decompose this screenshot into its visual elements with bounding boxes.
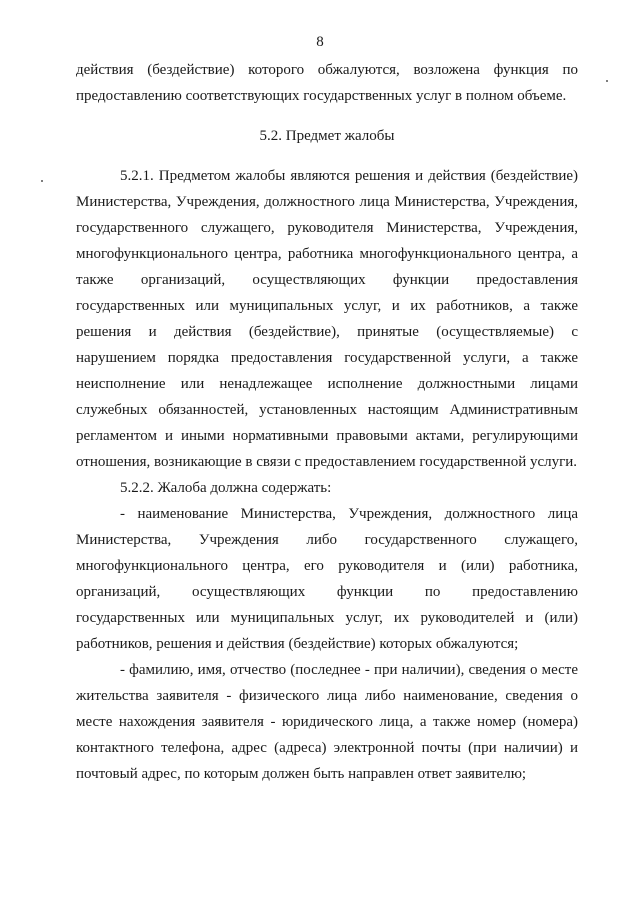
scan-speck xyxy=(41,180,43,182)
paragraph-continuation: действия (бездействие) которого обжалуются, возложена функция по предоставлению соответствующих государственных услуг в полном объеме. xyxy=(76,62,578,104)
paragraph-5-2-2: 5.2.2. Жалоба должна содержать: xyxy=(120,480,332,496)
page-number: 8 xyxy=(316,34,324,50)
section-heading: 5.2. Предмет жалобы xyxy=(259,128,395,144)
scan-speck xyxy=(606,80,608,82)
list-item-name: - наименование Министерства, Учреждения, должностного лица Министерства, Учреждения либо государственного служащего, многофункционального центра, его руководителя и (или) работника, организаций, осуществляющих функции по предоставлению государственных или муниципальных услуг, их руководителей и (или) работников, решения и действия (бездействие) которых обжалуются; xyxy=(76,506,578,652)
paragraph-5-2-1: 5.2.1. Предметом жалобы являются решения и действия (бездействие) Министерства, Учреждения, должностного лица Министерства, Учреждения, государственного служащего, руководителя Министерства, Учреждения, многофункционального центра, работника многофункционального центра, а также организаций, осуществляющих функции предоставления государственных или муниципальных услуг, и их работников, а также решения и действия (бездействие), принятые (осуществляемые) с нарушением порядка предоставления государственной услуги, а также неисполнение или ненадлежащее исполнение должностными лицами служебных обязанностей, установленных настоящим Административным регламентом и иными нормативными правовыми актами, регулирующими отношения, возникающие в связи с предоставлением государственной услуги. xyxy=(76,168,578,470)
list-item-applicant-info: - фамилию, имя, отчество (последнее - при наличии), сведения о месте жительства заявителя - физического лица либо наименование, сведения о месте нахождения заявителя - юридического лица, а также номер (номера) контактного телефона, адрес (адреса) электронной почты (при наличии) и почтовый адрес, по которым должен быть направлен ответ заявителю; xyxy=(76,662,578,782)
document-body xyxy=(76,57,578,787)
